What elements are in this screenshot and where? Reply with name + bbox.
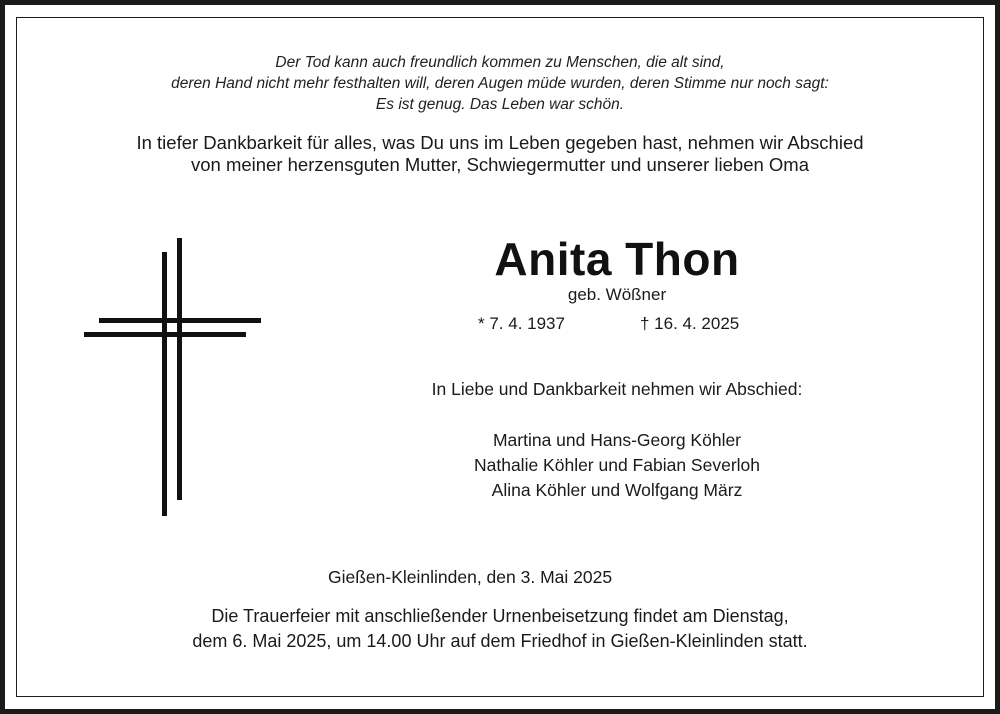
mourner: Martina und Hans-Georg Köhler <box>492 430 742 450</box>
farewell-text: In Liebe und Dankbarkeit nehmen wir Abschied: <box>431 379 803 399</box>
ceremony-info <box>0 604 1000 654</box>
poem-line: Es ist genug. Das Leben war schön. <box>375 96 625 113</box>
deceased-name: Anita Thon <box>494 233 740 285</box>
poem-line: deren Hand nicht mehr festhalten will, deren Augen müde wurden, deren Stimme nur noch sagt: <box>171 75 829 92</box>
ceremony-line: Die Trauerfeier mit anschließender Urnenbeisetzung findet am Dienstag, <box>211 606 789 626</box>
mourners-list <box>380 428 854 503</box>
poem-line: Der Tod kann auch freundlich kommen zu Menschen, die alt sind, <box>275 54 725 71</box>
cross-icon <box>82 236 264 518</box>
intro-line: In tiefer Dankbarkeit für alles, was Du uns im Leben gegeben hast, nehmen wir Abschied <box>136 132 864 153</box>
intro-text <box>0 132 1000 176</box>
intro-line: von meiner herzensguten Mutter, Schwiegermutter und unserer lieben Oma <box>190 154 809 175</box>
birth-date: * 7. 4. 1937 <box>478 314 565 333</box>
ceremony-line: dem 6. Mai 2025, um 14.00 Uhr auf dem Friedhof in Gießen-Kleinlinden statt. <box>192 631 808 651</box>
death-date: † 16. 4. 2025 <box>640 314 740 333</box>
maiden-name: geb. Wößner <box>567 285 667 304</box>
mourner: Nathalie Köhler und Fabian Severloh <box>473 455 760 475</box>
mourner: Alina Köhler und Wolfgang März <box>491 480 743 500</box>
place-date: Gießen-Kleinlinden, den 3. Mai 2025 <box>328 567 613 587</box>
poem <box>0 52 1000 115</box>
